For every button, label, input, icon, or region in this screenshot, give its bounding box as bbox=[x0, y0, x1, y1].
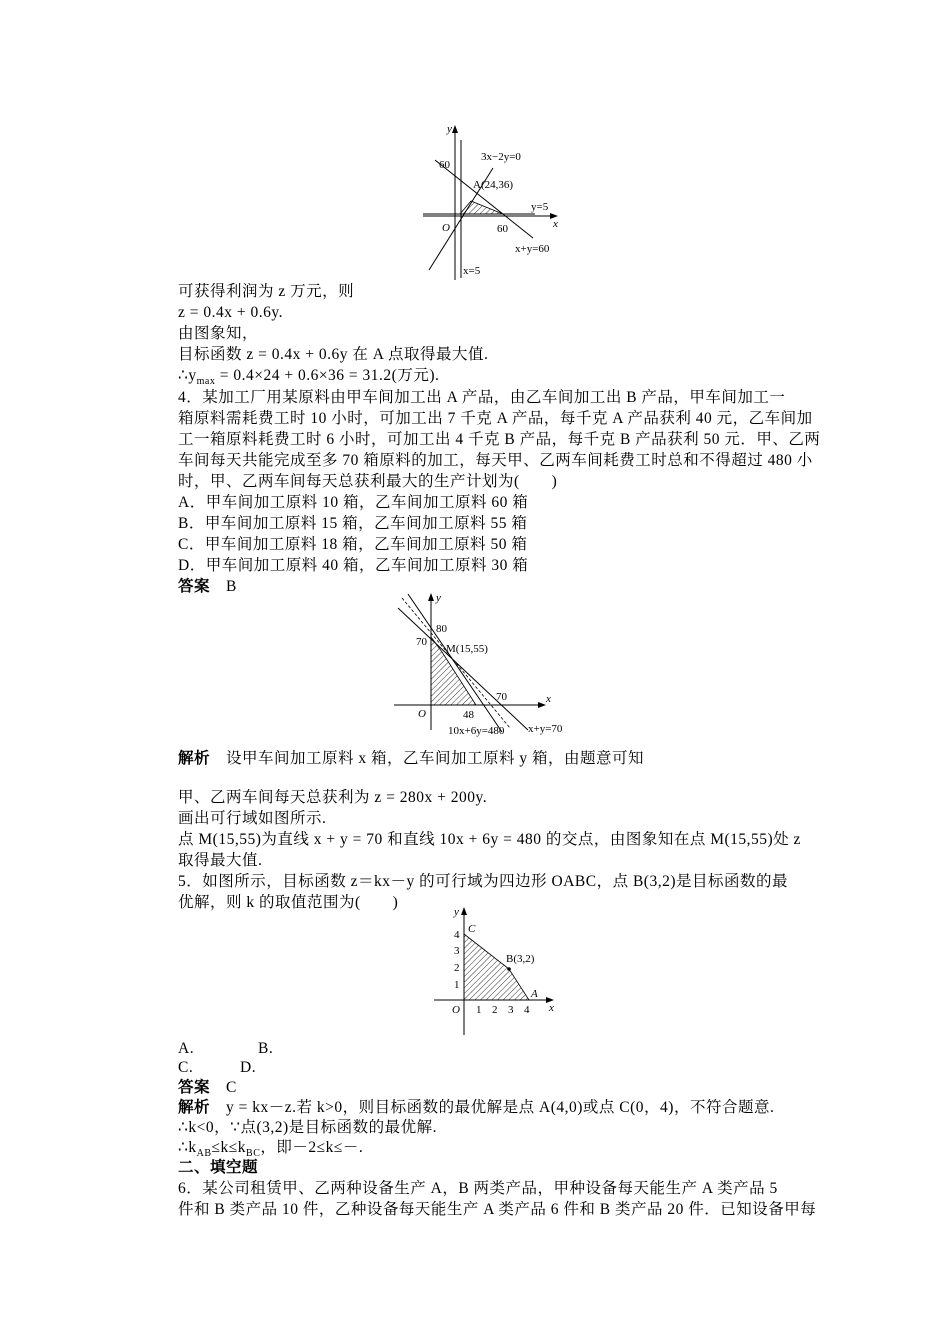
fig1-y-arrow bbox=[452, 125, 458, 133]
s5-line1-text: y = kx－z.若 k>0，则目标函数的最优解是点 A(4,0)或点 C(0，4)，不符合题意. bbox=[226, 1099, 775, 1116]
fig2-label-point-m: M(15,55) bbox=[446, 643, 488, 655]
s3-line5-sub: max bbox=[196, 376, 216, 388]
fig2-y-label: y bbox=[436, 592, 441, 604]
figure-3-feasible-region bbox=[430, 903, 570, 1038]
q6-line1: 6．某公司租赁甲、乙两种设备生产 A，B 两类产品，甲种设备每天能生产 A 类产品 5 bbox=[178, 1180, 778, 1197]
fig2-label-10x6y: 10x+6y=480 bbox=[448, 725, 505, 737]
s4-line3: 画出可行域如图所示. bbox=[178, 810, 327, 827]
s5-line3-mid: ≤k≤k bbox=[211, 1139, 247, 1156]
s4-line5: 取得最大值. bbox=[178, 852, 263, 869]
q5-option-b: B. bbox=[258, 1040, 274, 1057]
q5-option-d: D. bbox=[240, 1059, 257, 1076]
s5-line3-sub1: AB bbox=[196, 1148, 212, 1160]
q5-line2: 优解，则 k 的取值范围为( ) bbox=[178, 894, 399, 911]
s5-line2: ∴k<0，∵点(3,2)是目标函数的最优解. bbox=[178, 1119, 438, 1136]
q5-answer bbox=[178, 1078, 237, 1098]
q4-answer-value: B bbox=[226, 578, 237, 595]
fig3-xtick-4: 4 bbox=[524, 1004, 530, 1016]
q4-line3: 工一箱原料耗费工时 6 小时，可加工出 4 千克 B 产品，每千克 B 产品获利 50 元．甲、乙两 bbox=[178, 431, 821, 448]
s3-line3: 由图象知， bbox=[178, 325, 259, 342]
q4-line5: 时，甲、乙两车间每天总获利最大的生产计划为( ) bbox=[178, 473, 558, 490]
fig1-tick-60y: 60 bbox=[439, 159, 450, 171]
fig3-y-arrow bbox=[461, 907, 467, 915]
q6-line2: 件和 B 类产品 10 件，乙种设备每天能生产 A 类产品 6 件和 B 类产品 20 件．已知设备甲每 bbox=[178, 1201, 817, 1218]
fig3-ytick-3: 3 bbox=[454, 945, 460, 957]
q4-line4: 车间每天共能完成至多 70 箱原料的加工，每天甲、乙两车间耗费工时总和不得超过 480 小 bbox=[178, 452, 813, 469]
fig3-y-label: y bbox=[454, 906, 459, 918]
s3-line1: 可获得利润为 z 万元，则 bbox=[178, 283, 355, 300]
q4-option-b: B．甲车间加工原料 15 箱，乙车间加工原料 55 箱 bbox=[178, 515, 528, 532]
s4-label: 解析 bbox=[178, 750, 211, 767]
s3-line5-prefix: ∴y bbox=[178, 367, 197, 384]
fig2-tick-70y: 70 bbox=[416, 636, 427, 648]
fig1-y-label: y bbox=[447, 123, 452, 135]
q5-answer-value: C bbox=[226, 1079, 237, 1096]
s4-line4: 点 M(15,55)为直线 x + y = 70 和直线 10x + 6y = 480 的交点，由图象知在点 M(15,55)处 z bbox=[178, 831, 801, 848]
q5-line1: 5．如图所示，目标函数 z＝kx－y 的可行域为四边形 OABC，点 B(3,2)是目标函数的最 bbox=[178, 873, 788, 890]
fig1-x-label: x bbox=[553, 218, 558, 230]
s4-line1-text: 设甲车间加工原料 x 箱，乙车间加工原料 y 箱，由题意可知 bbox=[226, 750, 645, 767]
fig3-shaded-region bbox=[464, 934, 529, 1000]
fig3-label-a: A bbox=[531, 988, 538, 1000]
q4-line1: 4．某加工厂用某原料由甲车间加工出 A 产品，由乙车间加工出 B 产品，甲车间加工一 bbox=[178, 389, 786, 406]
fig2-label-xy70: x+y=70 bbox=[528, 723, 563, 735]
fig2-y-arrow bbox=[428, 593, 434, 601]
q4-option-c: C．甲车间加工原料 18 箱，乙车间加工原料 50 箱 bbox=[178, 536, 528, 553]
q4-option-a: A．甲车间加工原料 10 箱，乙车间加工原料 60 箱 bbox=[178, 494, 529, 511]
fig1-label-y5: y=5 bbox=[531, 201, 549, 213]
s5-line3-prefix: ∴k bbox=[178, 1139, 197, 1156]
fig3-xtick-3: 3 bbox=[508, 1004, 514, 1016]
fig1-label-xy60: x+y=60 bbox=[515, 243, 550, 255]
s4-line1 bbox=[178, 749, 644, 769]
figure-2-feasible-region bbox=[390, 590, 575, 745]
fig3-xtick-1: 1 bbox=[476, 1004, 482, 1016]
q5-option-c: C. bbox=[178, 1059, 194, 1076]
s5-line3-sub2: BC bbox=[246, 1148, 261, 1160]
s3-line2: z = 0.4x + 0.6y. bbox=[178, 304, 283, 321]
fig2-origin-label: O bbox=[418, 708, 426, 720]
s5-line3-rest: ，即－2≤k≤－. bbox=[260, 1139, 364, 1156]
fig1-label-3x2y: 3x−2y=0 bbox=[481, 151, 521, 163]
figure-1-feasible-region bbox=[415, 120, 565, 285]
fig1-label-x5: x=5 bbox=[463, 265, 481, 277]
s4-line2: 甲、乙两车间每天总获利为 z = 280x + 200y. bbox=[178, 789, 488, 806]
s3-line4: 目标函数 z = 0.4x + 0.6y 在 A 点取得最大值. bbox=[178, 346, 489, 363]
fig3-label-b: B(3,2) bbox=[506, 953, 535, 965]
fig2-x-arrow bbox=[538, 702, 546, 708]
q4-option-d: D．甲车间加工原料 40 箱，乙车间加工原料 30 箱 bbox=[178, 557, 529, 574]
q4-answer bbox=[178, 577, 237, 597]
fig1-label-point-a: A(24,36) bbox=[473, 179, 514, 191]
s5-line1 bbox=[178, 1098, 774, 1118]
fig1-shaded-region bbox=[460, 201, 503, 214]
fig2-x-label: x bbox=[546, 693, 551, 705]
fig1-tick-60x: 60 bbox=[497, 223, 508, 235]
fig3-x-label: x bbox=[549, 1002, 554, 1014]
fig1-origin-label: O bbox=[442, 222, 450, 234]
s3-line5-rest: = 0.4×24 + 0.6×36 = 31.2(万元). bbox=[215, 367, 440, 384]
fig2-tick-70x: 70 bbox=[496, 691, 507, 703]
fig3-label-c: C bbox=[468, 923, 476, 935]
fig3-ytick-2: 2 bbox=[454, 962, 460, 974]
fig2-tick-48: 48 bbox=[463, 709, 474, 721]
s5-label: 解析 bbox=[178, 1099, 211, 1116]
fig3-xtick-2: 2 bbox=[492, 1004, 498, 1016]
fig3-ytick-4: 4 bbox=[454, 929, 460, 941]
fig3-point-b-dot bbox=[507, 967, 511, 971]
q5-option-a: A. bbox=[178, 1040, 195, 1057]
fig2-tick-80: 80 bbox=[436, 623, 447, 635]
q5-answer-label: 答案 bbox=[178, 1079, 211, 1096]
q4-line2: 箱原料需耗费工时 10 小时，可加工出 7 千克 A 产品，每千克 A 产品获利 40 元，乙车间加 bbox=[178, 410, 813, 427]
fig3-ytick-1: 1 bbox=[454, 979, 460, 991]
section-2-title: 二、填空题 bbox=[178, 1159, 259, 1176]
fig3-origin-label: O bbox=[452, 1004, 460, 1016]
q4-answer-label: 答案 bbox=[178, 578, 211, 595]
